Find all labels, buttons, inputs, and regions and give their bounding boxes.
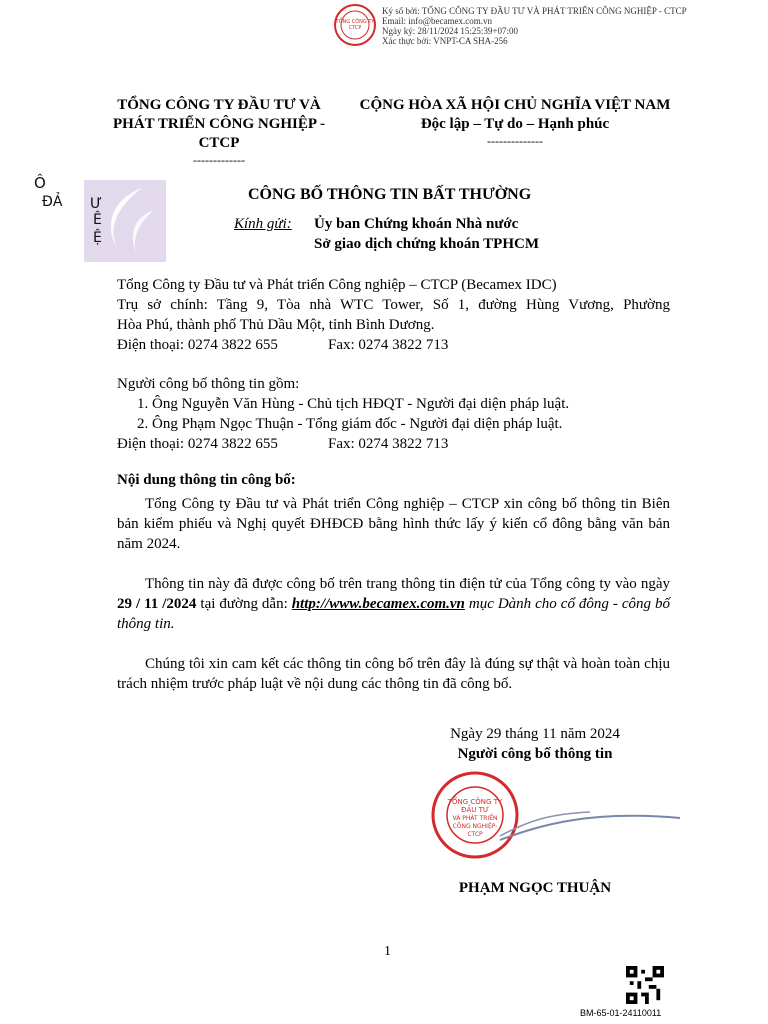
para2-text-b: tại đường dẫn: [196, 596, 292, 612]
discloser-info [117, 374, 670, 454]
content-paragraph-2 [117, 574, 670, 634]
svg-text:TỔNG CÔNG TY: TỔNG CÔNG TY [447, 798, 503, 806]
discloser-item-2: 2. Ông Phạm Ngọc Thuận - Tổng giám đốc - Người đại diện pháp luật. [137, 416, 563, 432]
svg-text:CTCP: CTCP [348, 25, 362, 31]
company-name: Tổng Công ty Đầu tư và Phát triển Công nghiệp – CTCP (Becamex IDC) [117, 277, 557, 293]
company-fax: Fax: 0274 3822 713 [328, 337, 449, 353]
logo-fragment-e: Ê [93, 212, 102, 228]
issuer-line-2: PHÁT TRIỂN CÔNG NGHIỆP - [113, 116, 325, 132]
recipient-2: Sở giao dịch chứng khoán TPHCM [314, 236, 539, 252]
signature-block [420, 724, 650, 764]
svg-text:CTCP: CTCP [467, 831, 483, 838]
signing-date-line: Ngày 29 tháng 11 năm 2024 [450, 726, 620, 742]
issuer-line-1: TỔNG CÔNG TY ĐẦU TƯ VÀ [117, 97, 321, 113]
national-title: CỘNG HÒA XÃ HỘI CHỦ NGHĨA VIỆT NAM [359, 97, 671, 113]
national-header [345, 96, 685, 148]
company-address-1: Trụ sở chính: Tầng 9, Tòa nhà WTC Tower, Số 1, đường Hùng Vương, Phường [117, 297, 670, 313]
discloser-phone: Điện thoại: 0274 3822 655 [117, 436, 278, 452]
logo-fragment-e2: Ệ [93, 230, 102, 246]
signature-auth: Xác thực bởi: VNPT-CA SHA-256 [382, 36, 508, 46]
content-paragraph-3: Chúng tôi xin cam kết các thông tin công bố trên đây là đúng sự thật và hoàn toàn chịu trách nhiệm trước pháp luật về nội dung các thông tin đã công bố. [117, 656, 670, 692]
signer-email: Email: info@becamex.com.vn [382, 16, 493, 26]
svg-text:TỔNG CÔNG TY: TỔNG CÔNG TY [335, 19, 375, 25]
discloser-fax: Fax: 0274 3822 713 [328, 436, 449, 452]
recipients-label: Kính gửi: [234, 216, 292, 232]
content-paragraph-1: Tổng Công ty Đầu tư và Phát triển Công nghiệp – CTCP xin công bố thông tin Biên bản kiểm phiếu và Nghị quyết ĐHĐCĐ bằng hình thức lấy ý kiến cổ đông bằng văn bản năm 2024. [117, 496, 670, 552]
document-title: CÔNG BỐ THÔNG TIN BẤT THƯỜNG [248, 186, 532, 203]
para2-text-a: Thông tin này đã được công bố trên trang thông tin điện tử của Tổng công ty vào ngày [145, 576, 670, 592]
issuer-divider: ------------- [193, 153, 245, 167]
signer-role: Người công bố thông tin [457, 746, 613, 762]
company-seal-and-signature [430, 770, 690, 870]
website-link[interactable]: http://www.becamex.com.vn [291, 596, 465, 612]
company-address-2: Hòa Phú, thành phố Thủ Dầu Một, tỉnh Bình Dương. [117, 317, 435, 333]
issuer-line-3: CTCP [198, 135, 240, 151]
digital-signature-seal [333, 3, 377, 47]
logo-fragment-u: Ư [90, 196, 103, 212]
discloser-item-1: 1. Ông Nguyễn Văn Hùng - Chủ tịch HĐQT - Người đại diện pháp luật. [137, 396, 570, 412]
svg-text:VÀ PHÁT TRIỂN: VÀ PHÁT TRIỂN [452, 815, 498, 822]
document-code: BM-65-01-24110011 [580, 1008, 662, 1018]
national-motto: Độc lập – Tự do – Hạnh phúc [420, 116, 610, 132]
svg-text:ĐẦU TƯ: ĐẦU TƯ [461, 806, 489, 814]
para2-text-c: mục Dành cho cổ đông - công bố thông tin. [117, 596, 670, 632]
national-divider: -------------- [487, 134, 543, 148]
signing-date: Ngày ký: 28/11/2024 15:25:39+07:00 [382, 26, 518, 36]
content-heading: Nội dung thông tin công bố: [117, 472, 296, 488]
publish-date: 29 / 11 /2024 [117, 596, 197, 612]
issuer-header [100, 96, 338, 167]
page-number: 1 [384, 944, 391, 959]
recipient-1: Ủy ban Chứng khoán Nhà nước [314, 216, 519, 232]
signer-name: PHẠM NGỌC THUẬN [458, 880, 612, 896]
company-phone: Điện thoại: 0274 3822 655 [117, 337, 278, 353]
disclosure-content [117, 470, 670, 694]
svg-text:CÔNG NGHIỆP-: CÔNG NGHIỆP- [452, 823, 498, 830]
qr-code [626, 966, 664, 1004]
recipients [234, 214, 539, 254]
company-info [117, 275, 670, 355]
signed-by: Ký số bởi: TỔNG CÔNG TY ĐẦU TƯ VÀ PHÁT TRIỂN CÔNG NGHIỆP - CTCP [382, 6, 687, 16]
discloser-intro: Người công bố thông tin gồm: [117, 376, 300, 392]
logo-fragment-da: ĐẢ [42, 194, 63, 210]
digital-signature-info [382, 6, 687, 46]
logo-fragment-o: Ô [34, 174, 46, 192]
